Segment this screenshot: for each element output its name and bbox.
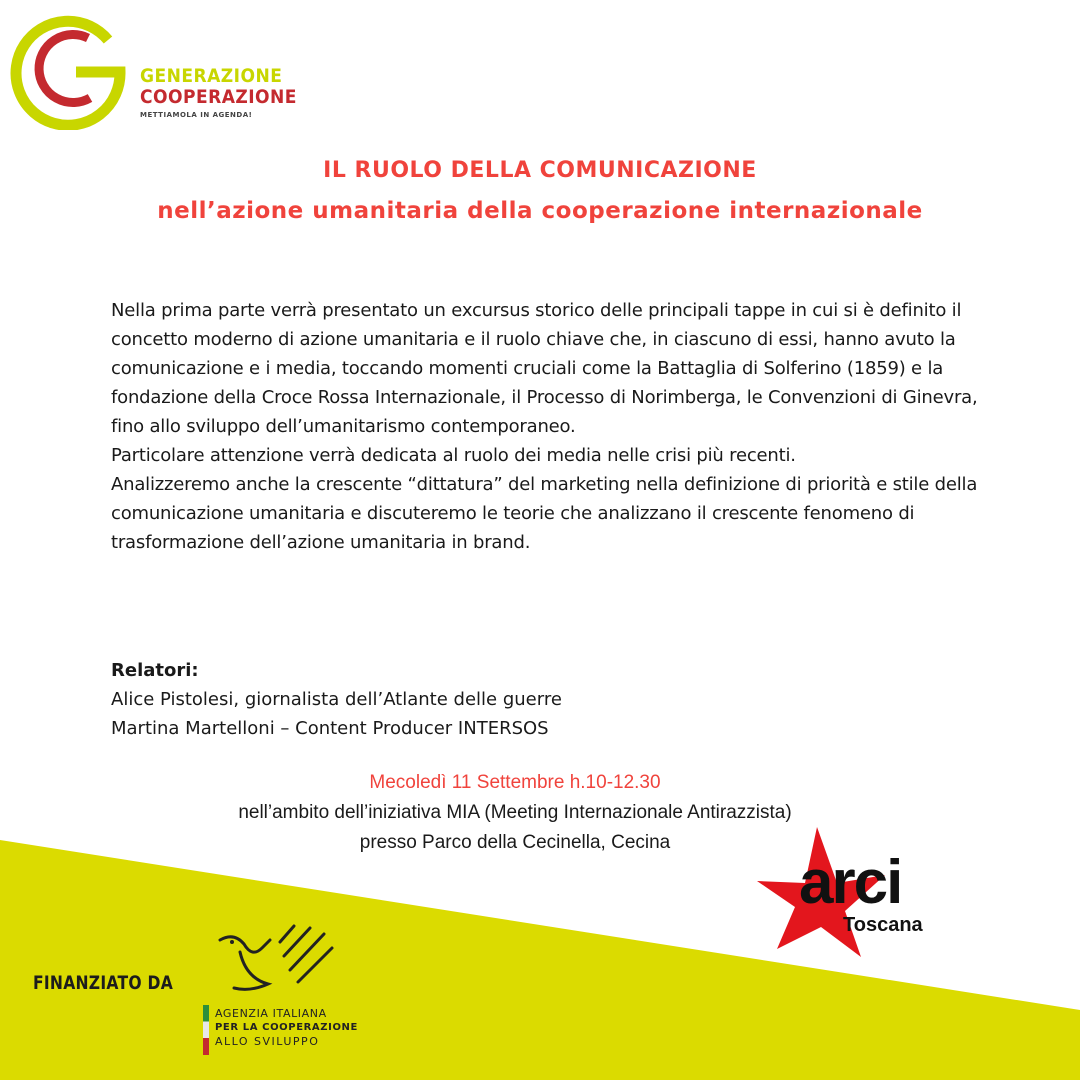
page-title: IL RUOLO DELLA COMUNICAZIONE: [323, 158, 757, 183]
speaker-item: Martina Martelloni – Content Producer INTERSOS: [111, 718, 549, 739]
description-paragraph: Analizzeremo anche la crescente “dittatura” del marketing nella definizione di priorità e stile della comunicazione umanitaria e discuteremo le teorie che analizzano il crescente fenomeno di trasformazione dell’azione umanitaria in brand.: [111, 474, 978, 553]
aics-line-1: AGENZIA ITALIANA: [215, 1007, 327, 1020]
speaker-item: Alice Pistolesi, giornalista dell’Atlante delle guerre: [111, 689, 562, 710]
generazione-cooperazione-logo-icon: [10, 10, 130, 130]
funded-by-label: FINANZIATO DA: [33, 972, 174, 994]
page-subtitle: nell’azione umanitaria della cooperazione internazionale: [157, 198, 923, 224]
dove-icon: [210, 918, 350, 1008]
description-paragraph: Nella prima parte verrà presentato un excursus storico delle principali tappe in cui si è definito il concetto moderno di azione umanitaria e il ruolo chiave che, in ciascuno di essi, hanno avuto la comunicazione e i media, toccando momenti cruciali come la Battaglia di Solferino (1859) e la fondazione della Croce Rossa Internazionale, il Processo di Norimberga, le Convenzioni di Ginevra, fino allo sviluppo dell’umanitarismo contemporaneo.: [111, 300, 978, 437]
aics-line-2: PER LA COOPERAZIONE: [215, 1022, 358, 1033]
logo-line-1: GENERAZIONE: [140, 65, 283, 87]
speakers-header: Relatori:: [111, 660, 199, 681]
speakers-section: [111, 656, 562, 743]
aics-line-3: ALLO SVILUPPO: [215, 1035, 320, 1048]
logo-line-2: COOPERAZIONE: [140, 86, 297, 108]
arci-wordmark: arci: [799, 848, 902, 917]
arci-toscana-logo: [755, 825, 955, 965]
description-body: [111, 296, 991, 557]
event-location: presso Parco della Cecinella, Cecina: [359, 832, 671, 853]
event-context: nell’ambito dell’iniziativa MIA (Meeting Internazionale Antirazzista): [238, 802, 792, 823]
aics-logo: [203, 1005, 378, 1055]
logo-wordmark: [140, 66, 314, 119]
arci-region: Toscana: [843, 914, 923, 936]
event-date: Mecoledì 11 Settembre h.10-12.30: [369, 772, 661, 793]
description-paragraph: Particolare attenzione verrà dedicata al ruolo dei media nelle crisi più recenti.: [111, 445, 796, 466]
italian-flag-bar: [203, 1005, 209, 1055]
logo-tagline: METTIAMOLA IN AGENDA!: [140, 111, 253, 119]
